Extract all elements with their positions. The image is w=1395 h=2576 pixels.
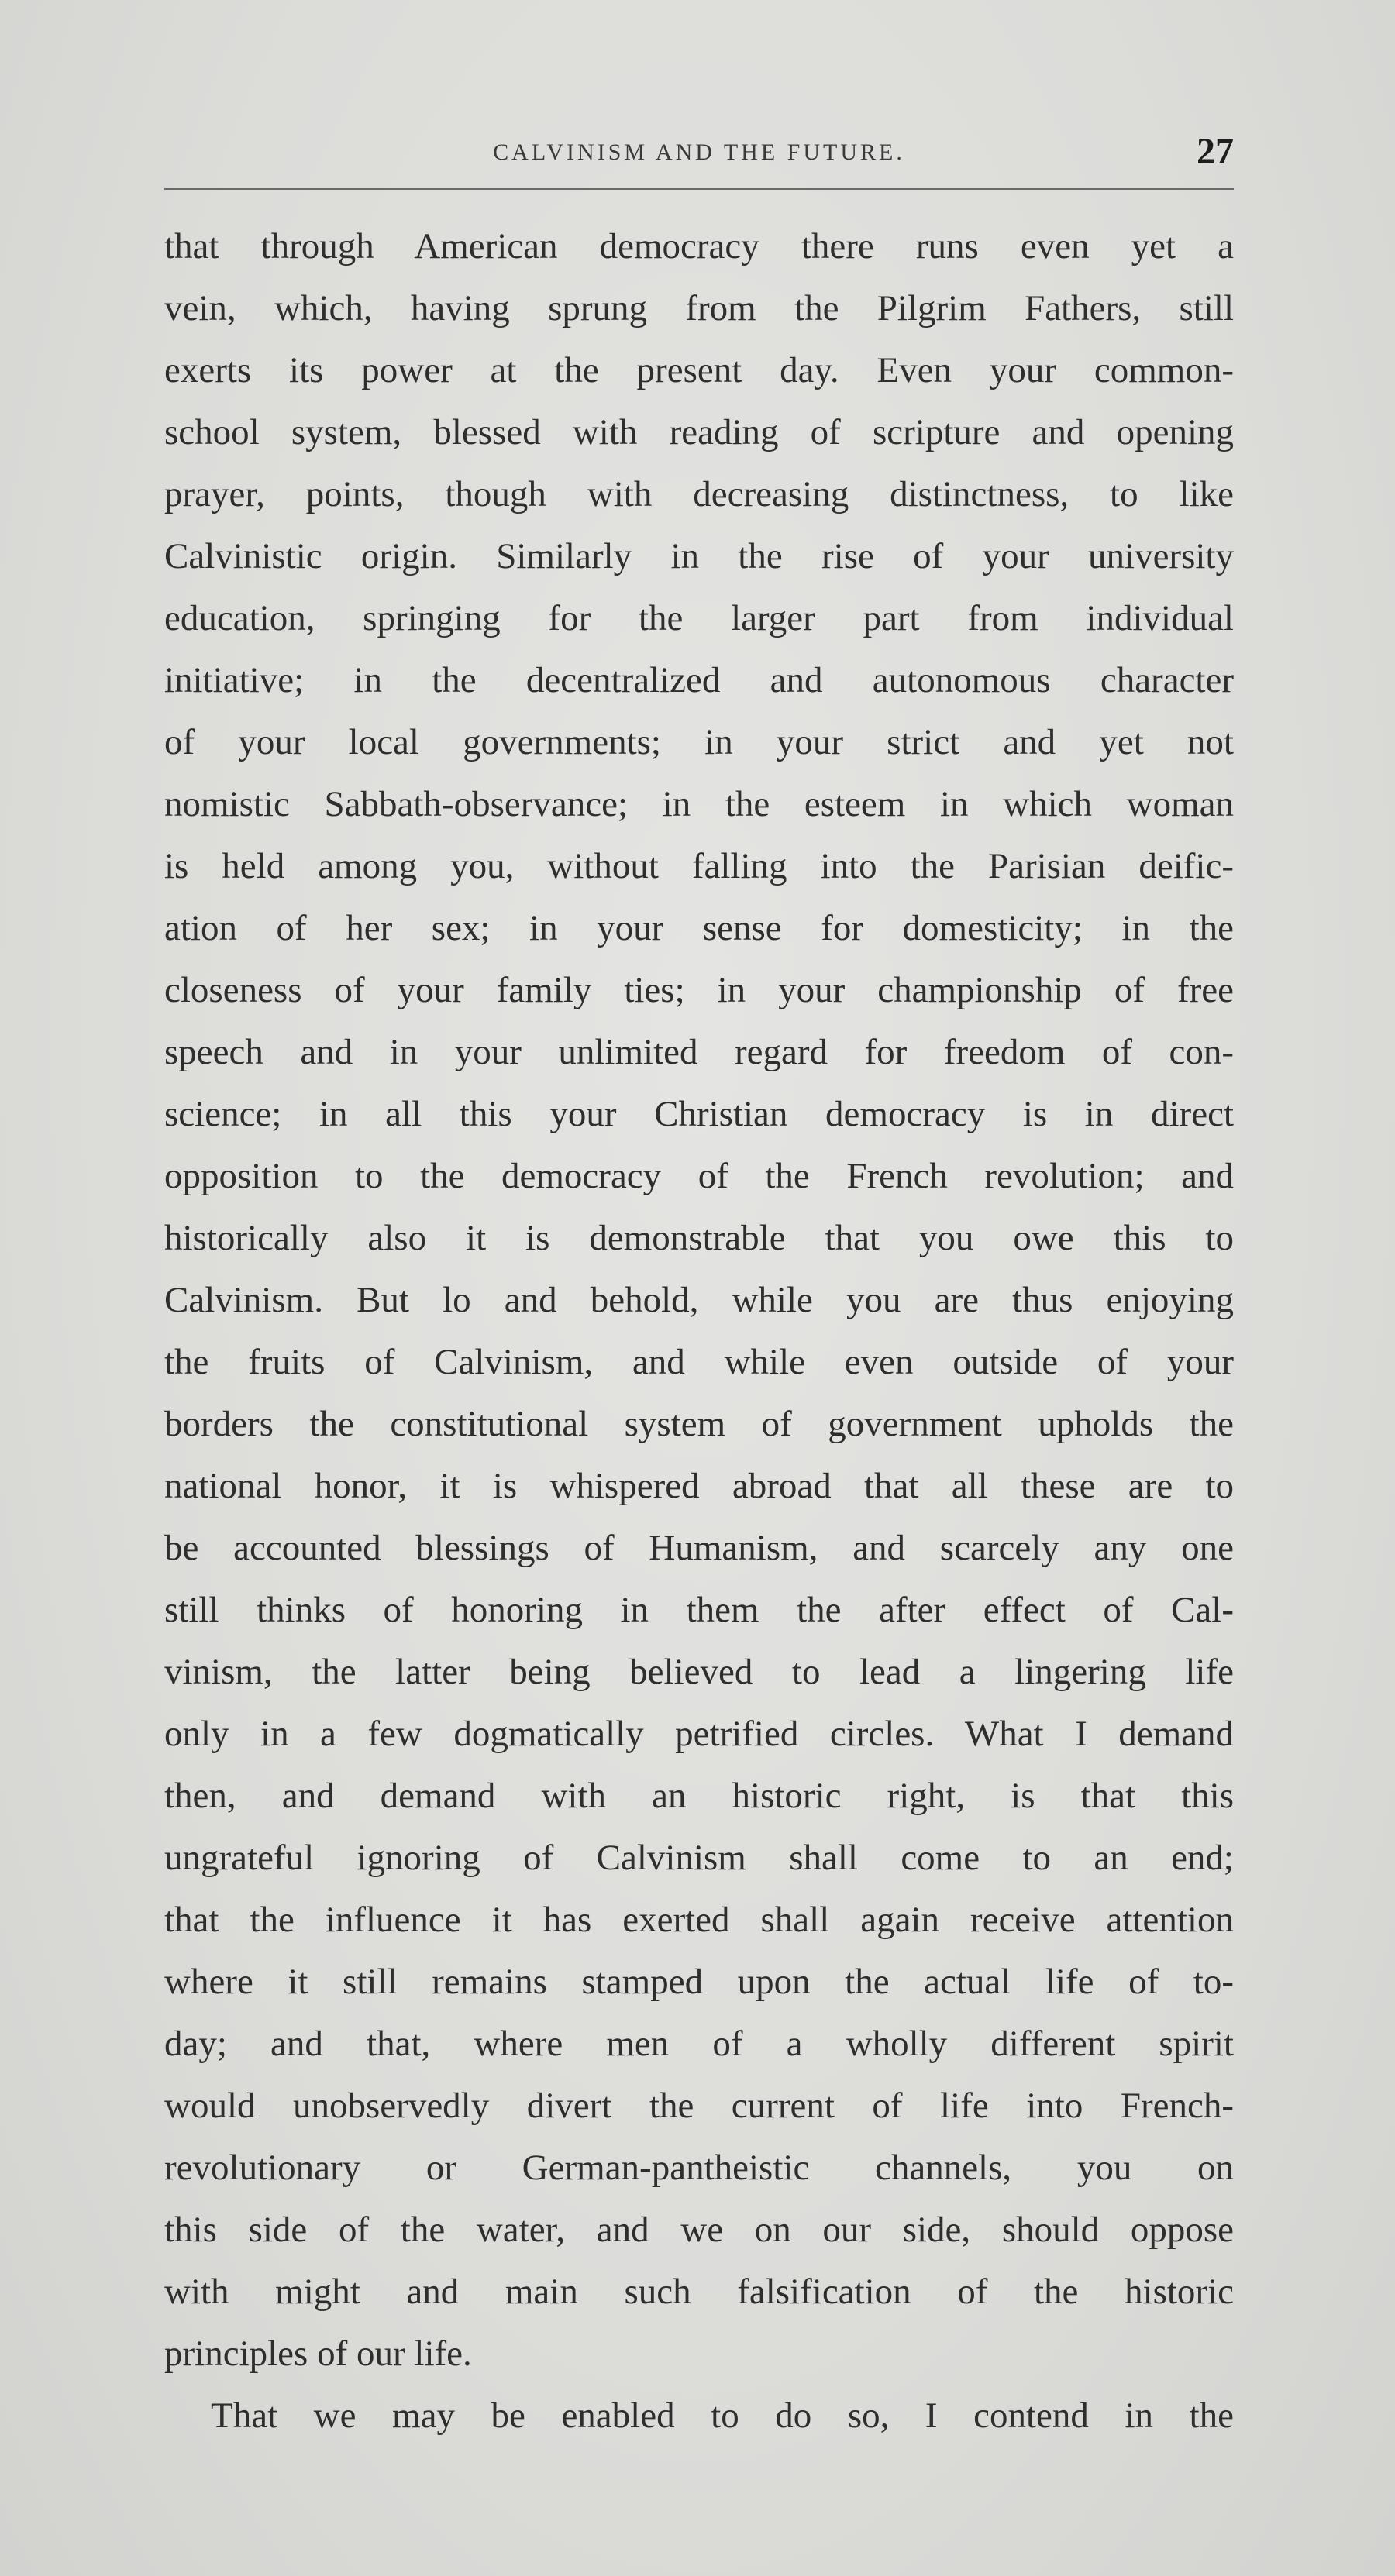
text-line: still thinks of honoring in them the after effect of Cal- bbox=[164, 1590, 1234, 1630]
text-line: of your local governments; in your strict and yet not bbox=[164, 722, 1234, 762]
text-line: opposition to the democracy of the French revolution; and bbox=[164, 1156, 1234, 1196]
text-line: that through American democracy there runs even yet a bbox=[164, 226, 1234, 267]
text-line: only in a few dogmatically petrified circles. What I demand bbox=[164, 1714, 1234, 1754]
text-line: historically also it is demonstrable that you owe this to bbox=[164, 1218, 1234, 1258]
header-rule bbox=[164, 188, 1234, 190]
text-line: ation of her sex; in your sense for domesticity; in the bbox=[164, 908, 1234, 948]
text-line: nomistic Sabbath-observance; in the esteem in which woman bbox=[164, 784, 1234, 824]
text-line: initiative; in the decentralized and autonomous character bbox=[164, 660, 1234, 700]
page-number: 27 bbox=[1197, 131, 1234, 172]
text-line: school system, blessed with reading of scripture and opening bbox=[164, 412, 1234, 452]
running-title: CALVINISM AND THE FUTURE. bbox=[493, 139, 905, 165]
text-line: is held among you, without falling into the Parisian deific- bbox=[164, 846, 1234, 886]
paragraph-1 bbox=[164, 215, 1234, 2385]
text-line: ungrateful ignoring of Calvinism shall come to an end; bbox=[164, 1838, 1234, 1878]
text-line: this side of the water, and we on our side, should oppose bbox=[164, 2210, 1234, 2250]
text-line: science; in all this your Christian democracy is in direct bbox=[164, 1094, 1234, 1134]
text-line: that the influence it has exerted shall again receive attention bbox=[164, 1900, 1234, 1940]
running-head bbox=[164, 130, 1234, 184]
text-line: prayer, points, though with decreasing distinctness, to like bbox=[164, 474, 1234, 514]
text-line: borders the constitutional system of government upholds the bbox=[164, 1404, 1234, 1444]
text-line: speech and in your unlimited regard for freedom of con- bbox=[164, 1032, 1234, 1072]
text-line: That we may be enabled to do so, I contend in the bbox=[211, 2395, 1234, 2436]
text-line: closeness of your family ties; in your championship of free bbox=[164, 970, 1234, 1010]
text-line: Calvinism. But lo and behold, while you are thus enjoying bbox=[164, 1280, 1234, 1320]
text-line: national honor, it is whispered abroad that all these are to bbox=[164, 1466, 1234, 1506]
text-line: revolutionary or German-pantheistic channels, you on bbox=[164, 2148, 1234, 2188]
text-line: then, and demand with an historic right, is that this bbox=[164, 1776, 1234, 1816]
text-line: would unobservedly divert the current of life into French- bbox=[164, 2086, 1234, 2126]
paragraph-2 bbox=[164, 2385, 1234, 2447]
text-line: vinism, the latter being believed to lead a lingering life bbox=[164, 1652, 1234, 1692]
text-line: Calvinistic origin. Similarly in the rise of your university bbox=[164, 536, 1234, 576]
text-line: with might and main such falsification of the historic bbox=[164, 2272, 1234, 2312]
body-text bbox=[164, 215, 1234, 2447]
text-line: the fruits of Calvinism, and while even outside of your bbox=[164, 1342, 1234, 1382]
text-line: principles of our life. bbox=[164, 2334, 472, 2374]
text-line: day; and that, where men of a wholly different spirit bbox=[164, 2024, 1234, 2064]
text-line: be accounted blessings of Humanism, and scarcely any one bbox=[164, 1528, 1234, 1568]
text-line: vein, which, having sprung from the Pilgrim Fathers, still bbox=[164, 288, 1234, 328]
text-line: exerts its power at the present day. Even your common- bbox=[164, 350, 1234, 390]
text-line: where it still remains stamped upon the actual life of to- bbox=[164, 1962, 1234, 2002]
text-line: education, springing for the larger part from individual bbox=[164, 598, 1234, 638]
